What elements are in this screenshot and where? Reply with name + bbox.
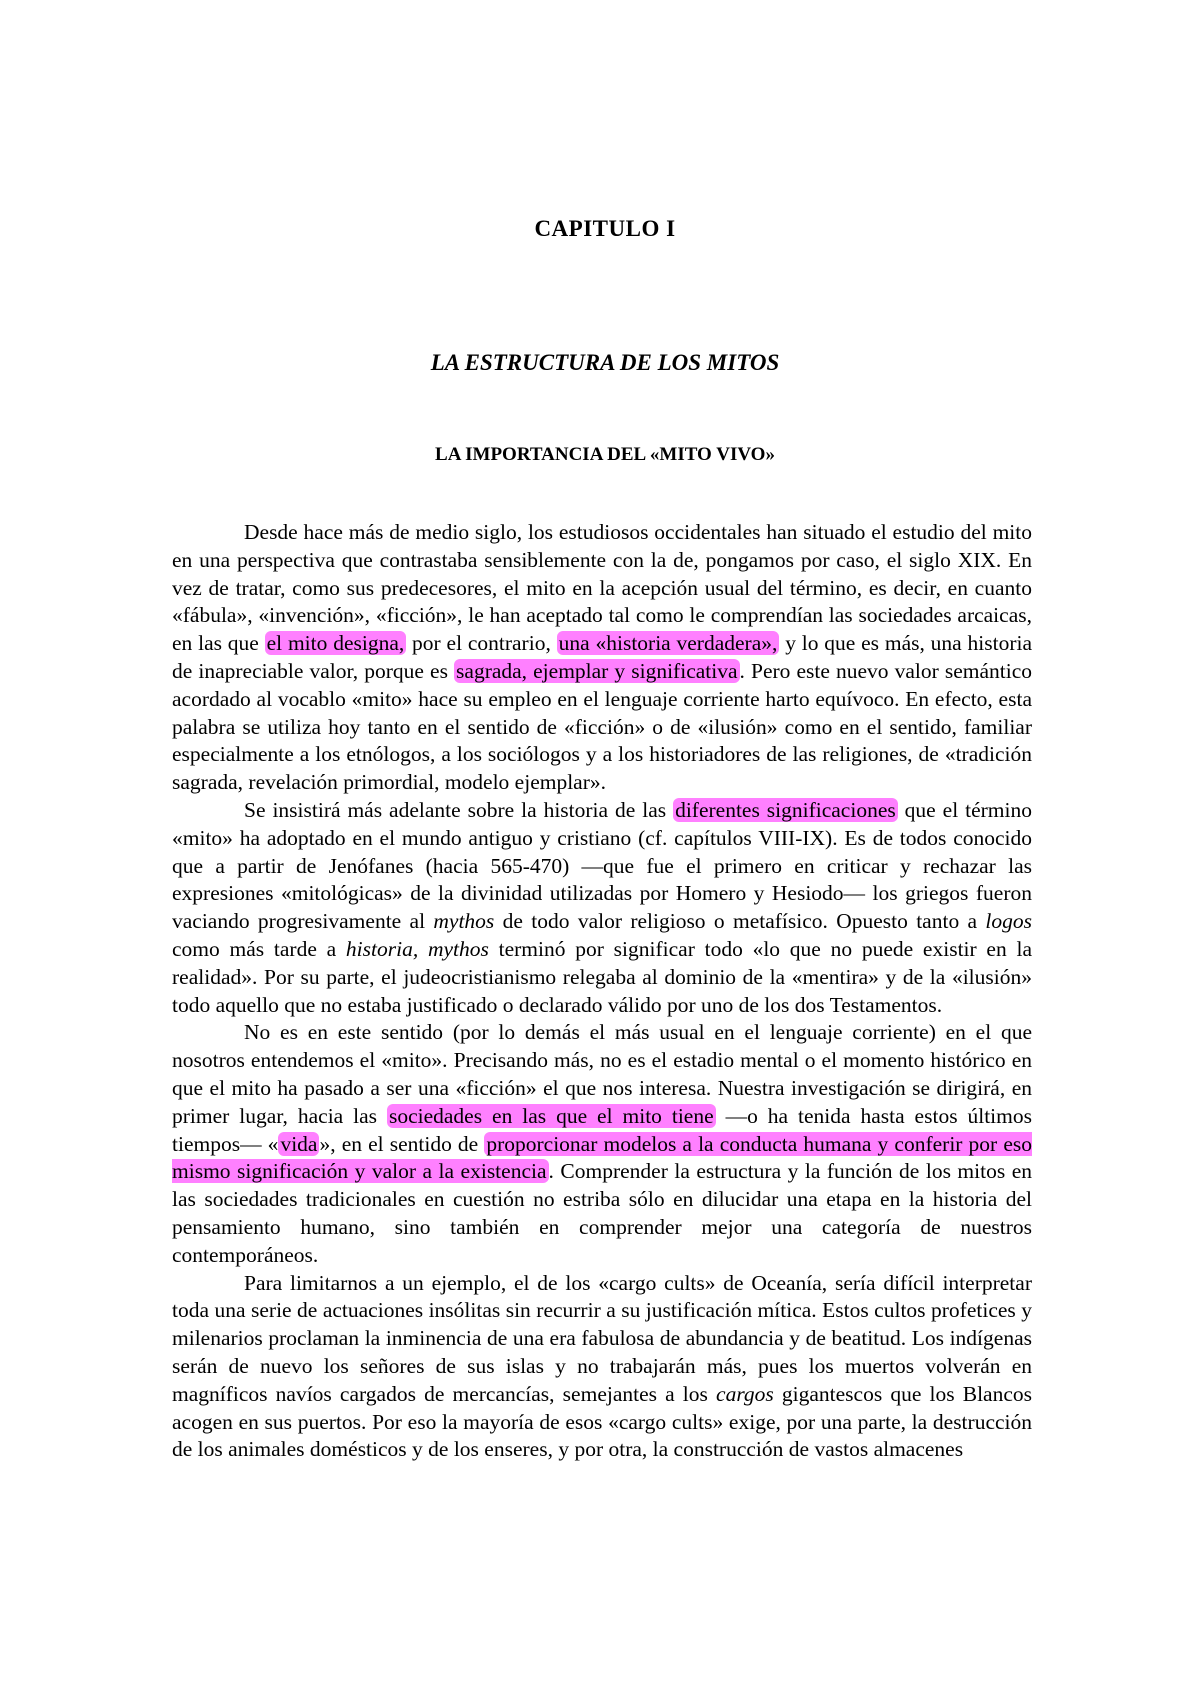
highlighted-text: proporcionar modelos a la conducta humana y conferir por eso mismo significación y valor a la existencia <box>172 1131 1032 1184</box>
italic-text: mythos <box>433 909 495 934</box>
text-run: Se insistirá más adelante sobre la historia de las <box>244 797 674 822</box>
chapter-title: LA ESTRUCTURA DE LOS MITOS <box>430 350 780 375</box>
paragraph <box>172 1019 1032 1269</box>
text-run: Desde hace más de medio siglo, los estudiosos occidentales han situado el estudio del mito en una perspectiva que contrastaba sensiblemente con la de, pongamos por caso, el siglo XIX. En vez de tratar, como sus predecesores, el mito en la acepción usual del término, es decir, en cuanto «fábula», «invención», «ficción», le han aceptado tal como le comprendían las sociedades arcaicas, en las que <box>172 520 1032 656</box>
highlighted-text: vida <box>280 1131 318 1156</box>
body-text <box>172 519 1032 1464</box>
highlighted-text: diferentes significaciones <box>675 797 896 822</box>
highlighted-text: una «historia verdadera», <box>558 631 778 656</box>
italic-text: historia, mythos <box>345 936 489 961</box>
text-run: . Comprender la estructura y la función de los mitos en las sociedades tradicionales en cuestión no estriba sólo en dilucidar una etapa en la historia del pensamiento humano, sino también en comprender mejor una categoría de nuestros contemporáneos. <box>172 1159 1033 1267</box>
chapter-heading: CAPITULO I <box>534 216 676 241</box>
paragraph <box>172 519 1032 797</box>
text-run: No es en este sentido (por lo demás el más usual en el lenguaje corriente) en el que nosotros entendemos el «mito». Precisando más, no es el estadio mental o el momento histórico en que el mito ha pasado a ser una «ficción» el que nos interesa. Nuestra investigación se dirigirá, en primer lugar, hacia las <box>172 1020 1032 1128</box>
highlighted-text: sociedades en las que el mito tiene <box>388 1103 714 1128</box>
text-run: », en el sentido de <box>319 1131 485 1156</box>
highlighted-text: sagrada, ejemplar y significativa <box>456 658 738 683</box>
text-run: y lo que es más, una historia de inapreciable valor, porque es <box>172 631 1032 683</box>
text-run: de todo valor religioso o metafísico. Opuesto tanto a <box>494 909 986 934</box>
italic-text: cargos <box>716 1381 774 1406</box>
text-run: Para limitarnos a un ejemplo, el de los «cargo cults» de Oceanía, sería difícil interpretar toda una serie de actuaciones insólitas sin recurrir a su justificación mítica. Estos cultos profetices y milenarios proclaman la inminencia de una era fabulosa de abundancia y de beatitud. Los indígenas serán de nuevo los señores de sus islas y no trabajarán más, pues los muertos volverán en magníficos navíos cargados de mercancías, semejantes a los <box>172 1270 1032 1406</box>
text-run: como más tarde a <box>172 936 346 961</box>
italic-text: logos <box>985 909 1032 934</box>
text-run: —o ha tenida hasta estos últimos tiempos— « <box>172 1103 1032 1156</box>
text-run: . Pero este nuevo valor semántico acordado al vocablo «mito» hace su empleo en el lenguaje corriente harto equívoco. En efecto, esta palabra se utiliza hoy tanto en el sentido de «ficción» o de «ilusión» como en el sentido, familiar especialmente a los etnólogos, a los sociólogos y a los historiadores de las religiones, de «tradición sagrada, revelación primordial, modelo ejemplar». <box>172 658 1033 795</box>
text-run: que el término «mito» ha adoptado en el mundo antiguo y cristiano (cf. capítulos VIII-IX). Es de todos conocido que a partir de Jenófanes (hacia 565-470) —que fue el primero en criticar y rechazar las expresiones «mitológicas» de la divinidad utilizadas por Homero y Hesiodo— los griegos fueron vaciando progresivamente al <box>172 797 1032 934</box>
text-run: terminó por significar todo «lo que no puede existir en la realidad». Por su parte, el judeocristianismo relegaba al dominio de la «mentira» y de la «ilusión» todo aquello que no estaba justificado o declarado válido por uno de los dos Testamentos. <box>172 936 1032 1017</box>
paragraph <box>172 797 1032 1019</box>
section-heading: LA IMPORTANCIA DEL «MITO VIVO» <box>435 444 775 465</box>
text-run: gigantescos que los Blancos acogen en sus puertos. Por eso la mayoría de esos «cargo cults» exige, por una parte, la destrucción de los animales domésticos y de los enseres, y por otra, la construcción de vastos almacenes <box>172 1381 1032 1462</box>
highlighted-text: el mito designa, <box>266 631 405 656</box>
paragraph <box>172 1270 1032 1465</box>
text-run: por el contrario, <box>406 631 557 656</box>
